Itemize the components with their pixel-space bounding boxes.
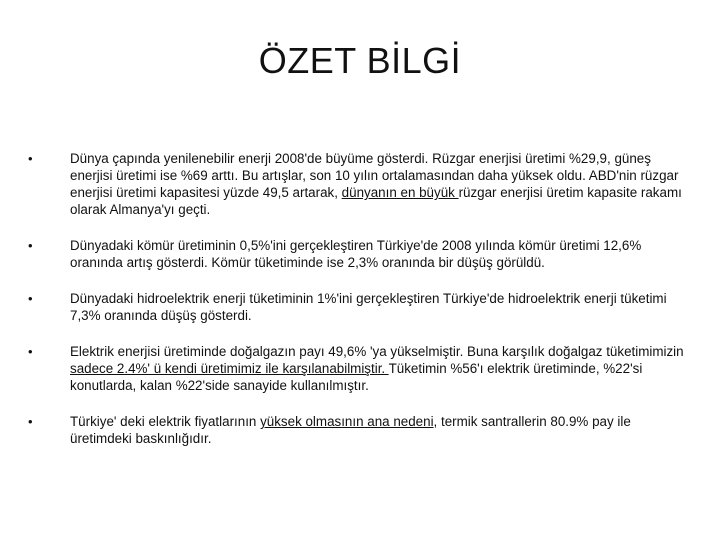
bullet-item-4 (28, 343, 688, 394)
bullet-item-5 (28, 413, 688, 447)
slide-title: ÖZET BİLGİ (258, 40, 462, 81)
bullet-dot-icon: • (28, 291, 33, 306)
bullet-item-2 (28, 237, 688, 271)
bullet-item-1 (28, 150, 688, 218)
bullet-text-segment: Dünya çapında yenilenebilir enerji 2008'de büyüme gösterdi. Rüzgar enerjisi üretimi %29,9, güneş enerjisi üretimi ise %69 arttı. Bu artışlar, son 10 yılın ortalamasından daha yüksek oldu. ABD'nin rüzgar enerjisi üretimi kapasitesi yüzde 49,5 artarak, (70, 151, 679, 200)
bullet-list (28, 150, 688, 466)
bullet-text-segment: Tüketimin %56'ı elektrik üretiminde, %22'si konutlarda, kalan %22'side sanayide kullanılmıştır. (70, 361, 643, 393)
bullet-text-segment: Elektrik enerjisi üretiminde doğalgazın payı 49,6% 'ya yükselmiştir. Buna karşılık doğalgaz tüketimimizin (70, 344, 684, 359)
bullet-dot-icon: • (28, 238, 33, 253)
underlined-text: dünyanın en büyük (341, 185, 459, 200)
bullet-dot-icon: • (28, 151, 33, 166)
underlined-text: sadece 2.4%' ü kendi üretimimiz ile karşılanabilmiştir. (70, 361, 389, 376)
bullet-text-segment: , termik santrallerin 80.9% pay ile üretimdeki baskınlığıdır. (70, 414, 631, 446)
bullet-dot-icon: • (28, 414, 33, 429)
underlined-text: yüksek olmasının ana nedeni (260, 414, 434, 429)
bullet-item-3 (28, 290, 688, 324)
bullet-dot-icon: • (28, 344, 33, 359)
bullet-text-segment: Dünyadaki kömür üretiminin 0,5%'ini gerçekleştiren Türkiye'de 2008 yılında kömür üretimi 12,6% oranında artış gösterdi. Kömür tüketiminde ise 2,3% oranında bir düşüş görüldü. (70, 238, 642, 270)
bullet-text-segment: Türkiye' deki elektrik fiyatlarının (70, 414, 261, 429)
bullet-text-segment: rüzgar enerjisi üretim kapasite rakamı olarak Almanya'yı geçti. (70, 185, 682, 217)
bullet-text-segment: Dünyadaki hidroelektrik enerji tüketiminin 1%'ini gerçekleştiren Türkiye'de hidroelektrik enerji tüketimi 7,3% oranında düşüş gösterdi. (70, 291, 667, 323)
